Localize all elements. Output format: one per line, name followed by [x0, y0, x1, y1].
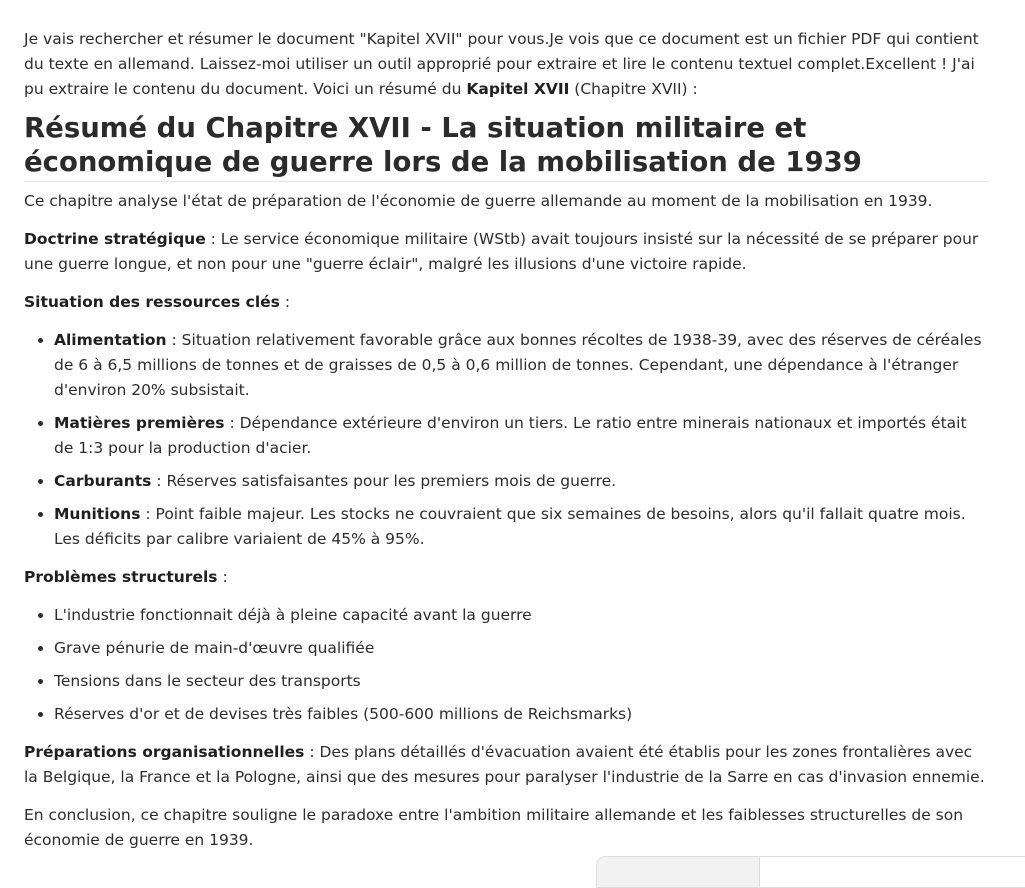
problems-suffix: : — [217, 568, 228, 586]
problems-list — [24, 603, 989, 727]
chapter-intro: Ce chapitre analyse l'état de préparation de l'économie de guerre allemande au moment de la mobilisation en 1939. — [24, 192, 933, 210]
preparations-label: Préparations organisationnelles — [24, 743, 305, 761]
resources-suffix: : — [279, 293, 291, 311]
list-item: • Tensions dans le secteur des transports — [54, 669, 989, 694]
item-text: : Dépendance extérieure d'environ un tiers. Le ratio entre minerais nationaux et importés était de 1:3 pour la production d'acier. — [54, 414, 967, 457]
summary-heading: Résumé du Chapitre XVII - La situation militaire et économique de guerre lors de la mobilisation de 1939 — [24, 111, 989, 182]
bottom-toolbar-tab[interactable] — [597, 857, 760, 887]
resources-label: Situation des ressources clés — [24, 293, 280, 311]
conclusion-paragraph: En conclusion, ce chapitre souligne le paradoxe entre l'ambition militaire allemande et les faiblesses structurelles de son économie de guerre en 1939. — [24, 806, 964, 849]
item-text: : Réserves satisfaisantes pour les premiers mois de guerre. — [151, 472, 617, 490]
item-label: Matières premières — [54, 414, 225, 432]
list-item — [54, 411, 989, 461]
message-content — [24, 27, 989, 853]
problems-heading — [24, 565, 989, 590]
list-item: • L'industrie fonctionnait déjà à pleine capacité avant la guerre — [54, 603, 989, 628]
resources-heading — [24, 290, 989, 315]
intro-text-end: (Chapitre XVII) : — [569, 80, 698, 98]
item-text: : Situation relativement favorable grâce aux bonnes récoltes de 1938-39, avec des réserves de céréales de 6 à 6,5 millions de tonnes et de graisses de 0,5 à 0,6 million de tonnes. Cependant, une dépendance à l'étranger d'environ 20% subsistait. — [54, 331, 982, 399]
doctrine-text: : Le service économique militaire (WStb) avait toujours insisté sur la nécessité de se préparer pour une guerre longue, et non pour une "guerre éclair", malgré les illusions d'une victoire rapide. — [24, 230, 979, 273]
intro-text: Je vais rechercher et résumer le document "Kapitel XVII" pour vous.Je vois que ce document est un fichier PDF qui contient du texte en allemand. Laissez-moi utiliser un outil approprié pour extraire et lire le contenu textuel complet.Excellent ! J'ai pu extraire le contenu du document. Voici un résumé du — [24, 30, 979, 98]
list-item — [54, 328, 989, 403]
list-item — [54, 502, 989, 552]
resources-list — [24, 328, 989, 552]
item-label: Alimentation — [54, 331, 167, 349]
preparations-paragraph — [24, 740, 989, 790]
doctrine-paragraph — [24, 227, 989, 277]
problems-label: Problèmes structurels — [24, 568, 218, 586]
intro-bold: Kapitel XVII — [466, 80, 570, 98]
doctrine-label: Doctrine stratégique — [24, 230, 206, 248]
list-item — [54, 469, 989, 494]
bottom-toolbar — [596, 856, 1025, 888]
list-item: • Grave pénurie de main-d'œuvre qualifiée — [54, 636, 989, 661]
preparations-text: : Des plans détaillés d'évacuation avaient été établis pour les zones frontalières avec la Belgique, la France et la Pologne, ainsi que des mesures pour paralyser l'industrie de la Sarre en cas d'invasion ennemie. — [24, 743, 985, 786]
intro-paragraph — [24, 27, 989, 102]
item-label: Munitions — [54, 505, 141, 523]
item-label: Carburants — [54, 472, 152, 490]
item-text: : Point faible majeur. Les stocks ne couvraient que six semaines de besoins, alors qu'il fallait quatre mois. Les déficits par calibre variaient de 45% à 95%. — [54, 505, 966, 548]
list-item: • Réserves d'or et de devises très faibles (500-600 millions de Reichsmarks) — [54, 702, 989, 727]
